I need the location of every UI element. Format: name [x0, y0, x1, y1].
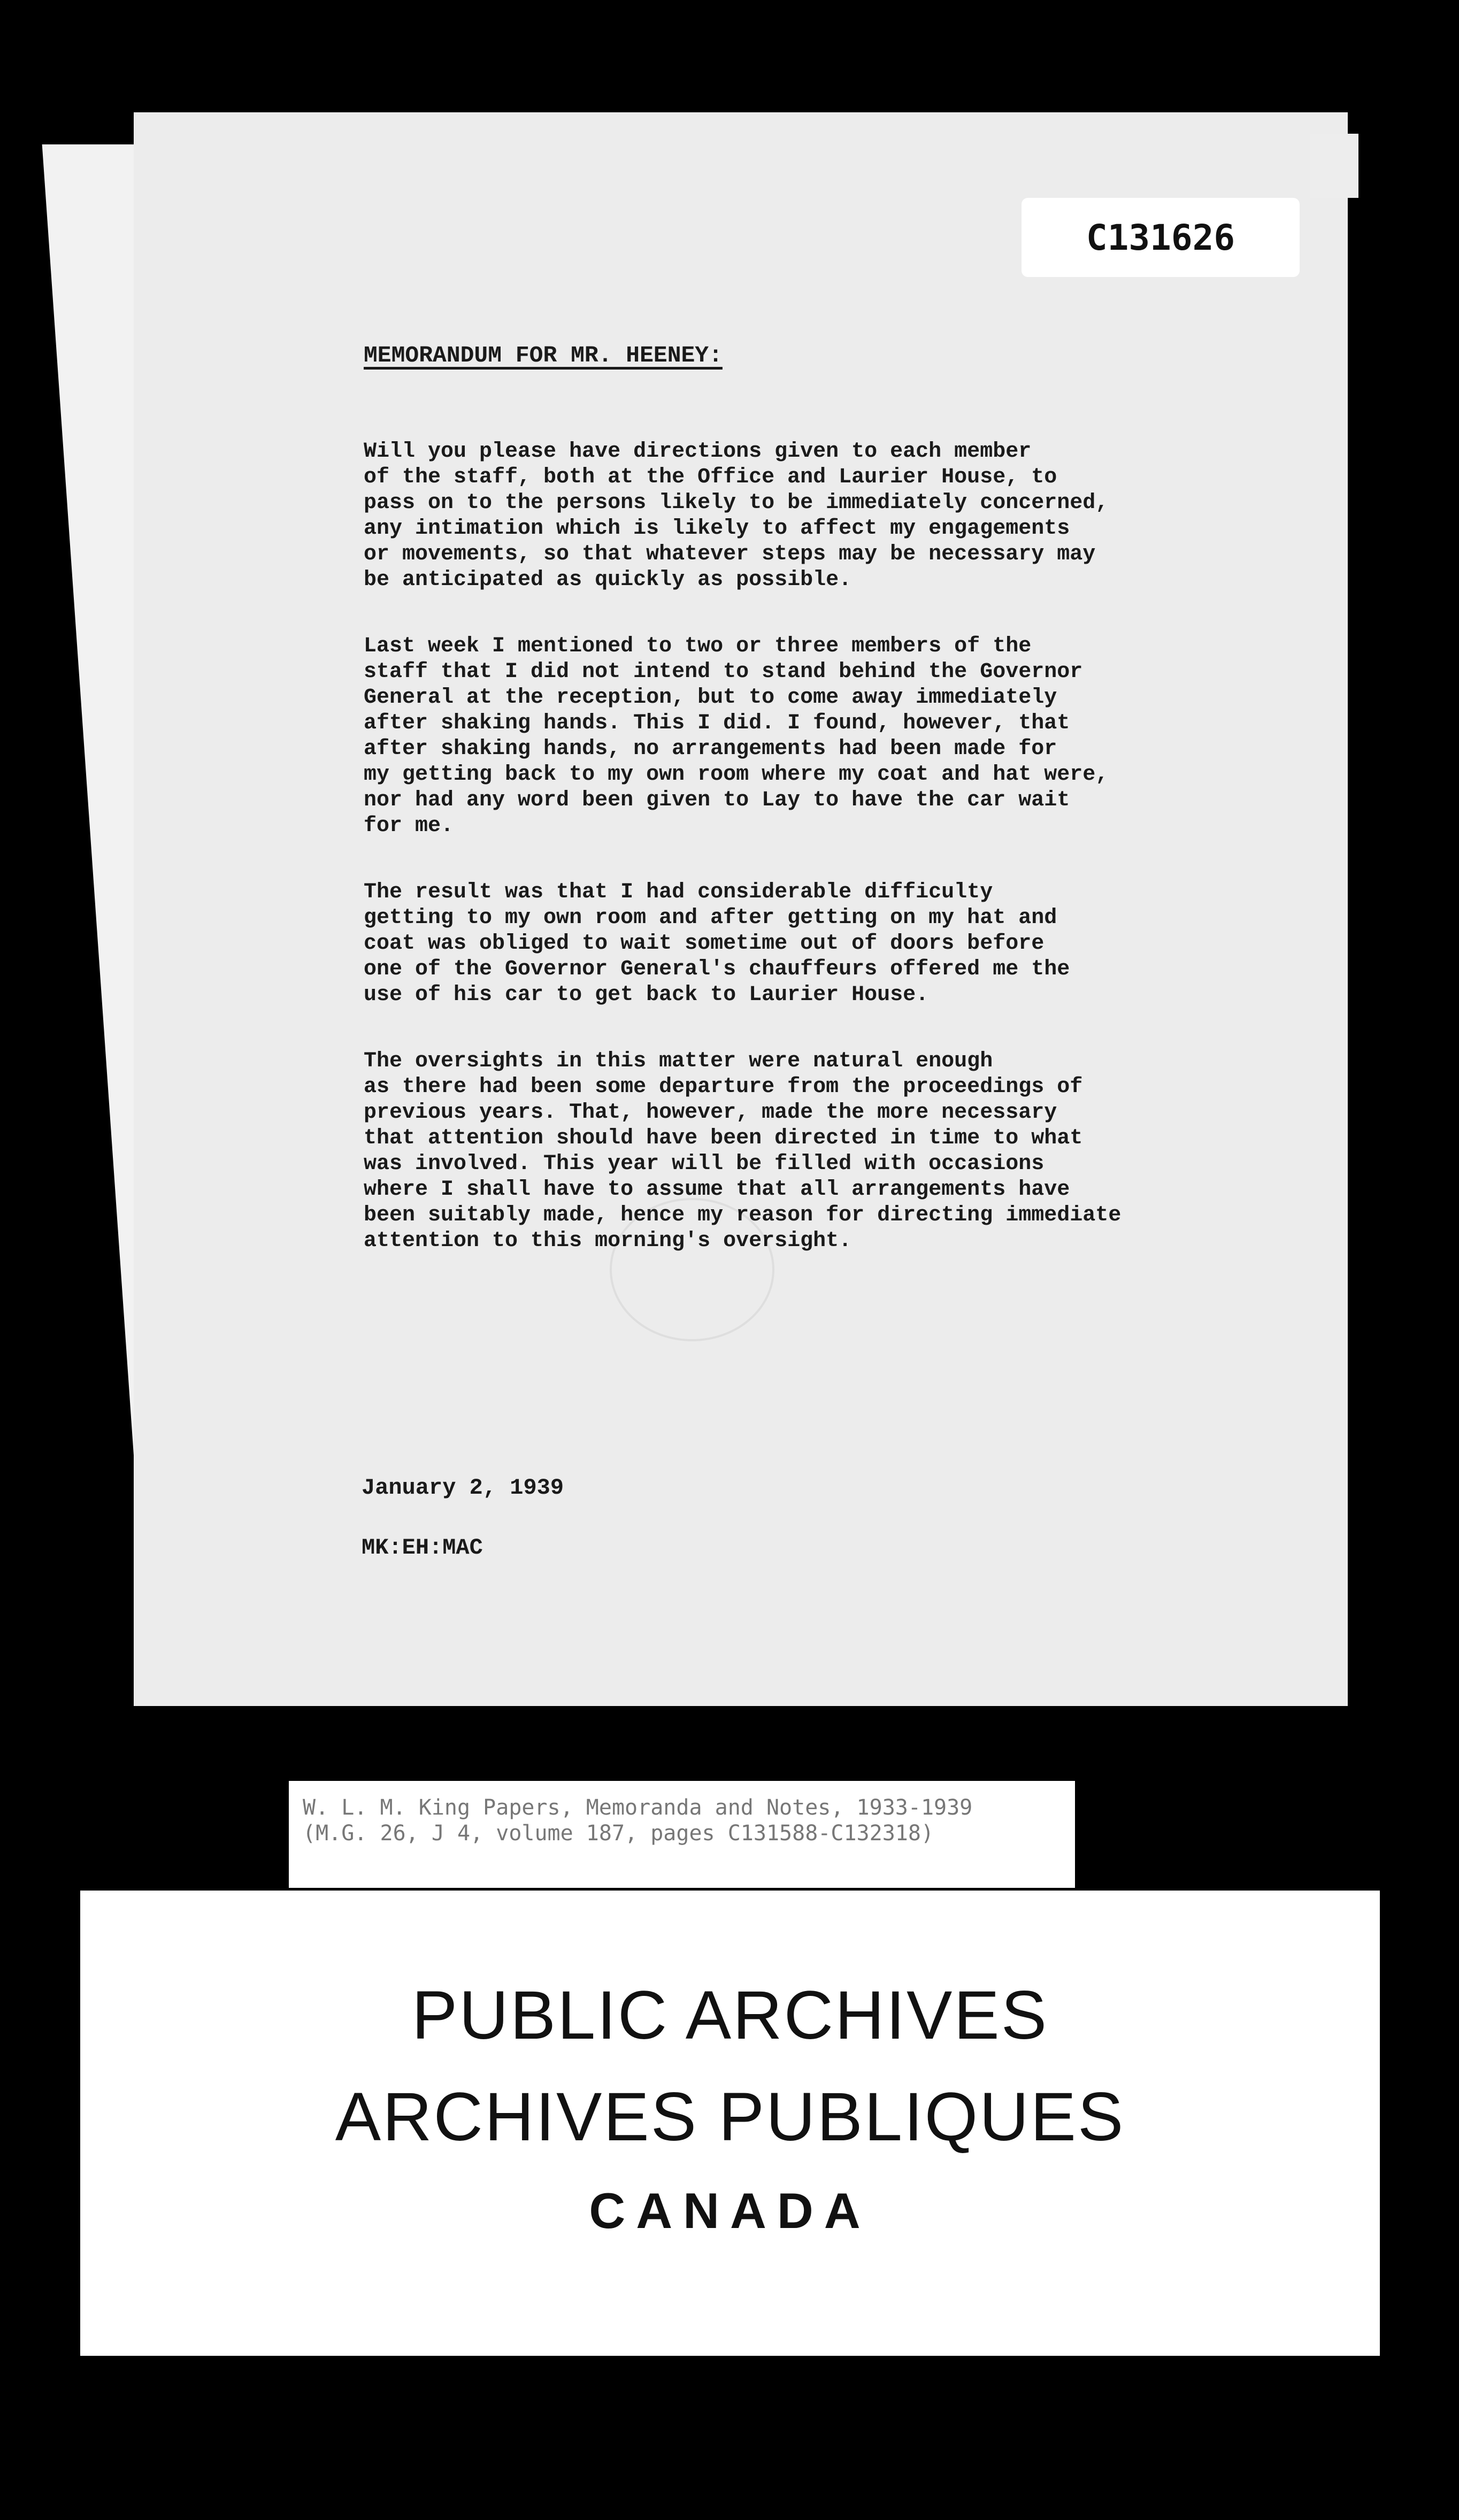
folded-corner	[1310, 134, 1358, 198]
archives-line-english: PUBLIC ARCHIVES	[411, 1977, 1049, 2054]
memo-paragraph-1: Will you please have directions given to each member of the staff, both at the Office and Laurier House, to pass on to the persons likely to be immediately concerned, any intimation which is likely to affect my engagements or movements, so that whatever steps may be necessary may be anticipated as quickly as possible.	[364, 440, 1109, 592]
faint-bleed-through-handwriting	[214, 1369, 1262, 1455]
citation-card	[289, 1781, 1075, 1888]
reference-number-label	[1022, 198, 1300, 277]
memo-body	[364, 342, 1305, 1295]
archives-line-country: CANADA	[589, 2183, 871, 2239]
memo-paragraph-3: The result was that I had considerable difficulty getting to my own room and after getting on my hat and coat was obliged to wait sometime out of doors before one of the Governor General's chauffeurs offered me the use of his car to get back to Laurier House.	[364, 880, 1070, 1007]
citation-line-2: (M.G. 26, J 4, volume 187, pages C131588-C132318)	[303, 1821, 934, 1846]
citation-line-1: W. L. M. King Papers, Memoranda and Notes, 1933-1939	[303, 1795, 973, 1820]
archives-line-french: ARCHIVES PUBLIQUES	[335, 2079, 1125, 2155]
faint-stamp-mark	[610, 1198, 774, 1341]
memo-paragraph-4: The oversights in this matter were natural enough as there had been some departure from the proceedings of previous years. That, however, made the more necessary that attention should have been directed in time to what was involved. This year will be filled with occasions where I shall have to assume that all arrangements have been suitably made, hence my reason for directing immediate attention to this morning's oversight.	[364, 1049, 1122, 1253]
reference-number: C131626	[1086, 217, 1235, 258]
memo-paragraph-2: Last week I mentioned to two or three members of the staff that I did not intend to stand behind the Governor General at the reception, but to come away immediately after shaking hands. This I did. I found, however, that after shaking hands, no arrangements had been made for my getting back to my own room where my coat and hat were, nor had any word been given to Lay to have the car wait for me.	[364, 634, 1109, 838]
memo-title: MEMORANDUM FOR MR. HEENEY:	[364, 342, 723, 368]
memo-date: January 2, 1939	[362, 1475, 564, 1501]
archives-card	[80, 1891, 1380, 2356]
memo-initials: MK:EH:MAC	[362, 1535, 483, 1561]
